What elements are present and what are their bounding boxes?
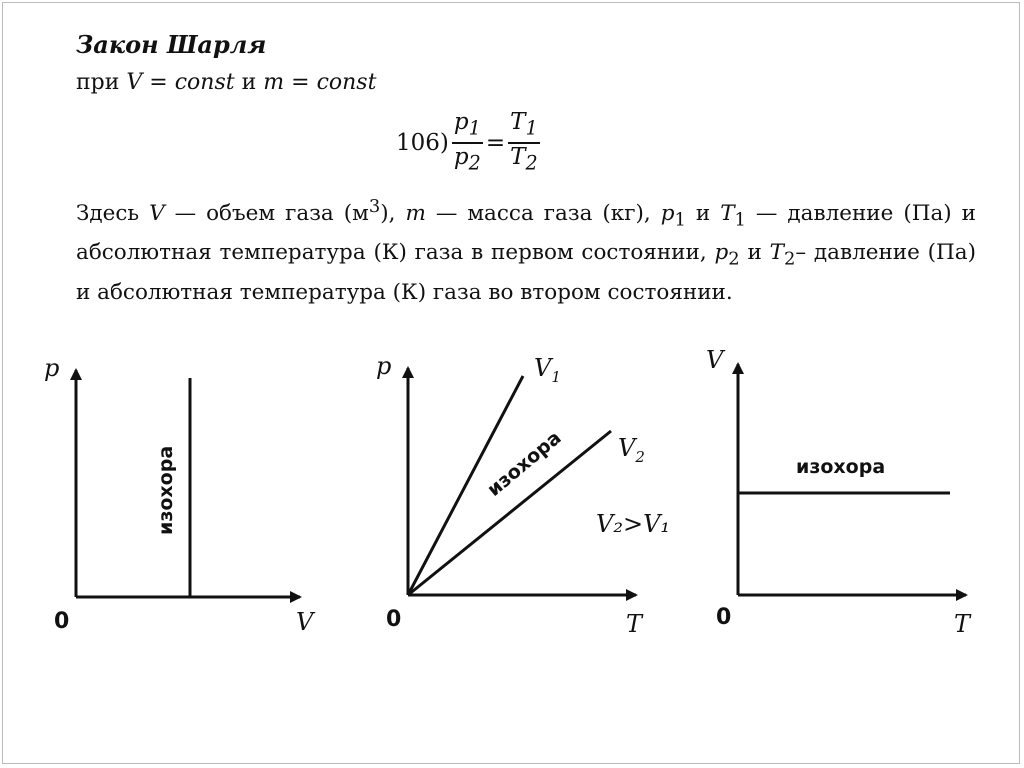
isochore-label: изохора — [483, 426, 566, 501]
condition-mass: m = const — [263, 70, 377, 95]
explanation-paragraph: Здесь V — объем газа $(м^3)$, m — масса газа (кг), $p_1$ и $T_1$ — давление (Па) и абсолютная температура (К) газа в первом состоянии, $p_2$ и $T_2-$ давление (Па) и абсолютная температура (К) газа во втором состоянии. — [76, 196, 976, 305]
graph-v-t — [706, 346, 972, 638]
isochore-label: изохора — [796, 456, 886, 478]
volume-relation: V₂>V₁ — [596, 510, 671, 538]
condition-conj: и — [241, 70, 257, 95]
origin-label: 0 — [716, 605, 732, 630]
condition-volume: V = const — [126, 70, 235, 95]
condition-prefix: при — [76, 70, 120, 95]
line-label-v2: $V_2$ — [618, 434, 645, 466]
pressure-ratio: $\frac{p_1}{p_2}$ — [453, 109, 481, 175]
origin-label: 0 — [54, 609, 70, 634]
law-condition — [76, 70, 376, 95]
graph-p-t — [376, 352, 670, 638]
formula-106 — [396, 108, 543, 178]
graph-p-v — [44, 354, 316, 636]
isochore-graphs — [0, 330, 1024, 660]
line-label-v1: $V_1$ — [534, 354, 561, 386]
equals-sign: = — [485, 130, 506, 156]
origin-label: 0 — [386, 607, 402, 632]
isochore-line-v2 — [408, 431, 611, 595]
section-heading: Закон Шарля — [76, 30, 267, 59]
x-axis-label: V — [296, 608, 314, 636]
y-axis-label: p — [44, 354, 60, 382]
y-axis-label: p — [376, 352, 392, 380]
isochore-label: изохора — [155, 445, 177, 535]
temperature-ratio: $\frac{T_1}{T_2}$ — [510, 109, 538, 175]
y-axis-label: V — [706, 346, 724, 374]
x-axis-label: T — [954, 610, 971, 638]
formula-number: 106) — [396, 130, 449, 156]
x-axis-label: T — [626, 610, 643, 638]
